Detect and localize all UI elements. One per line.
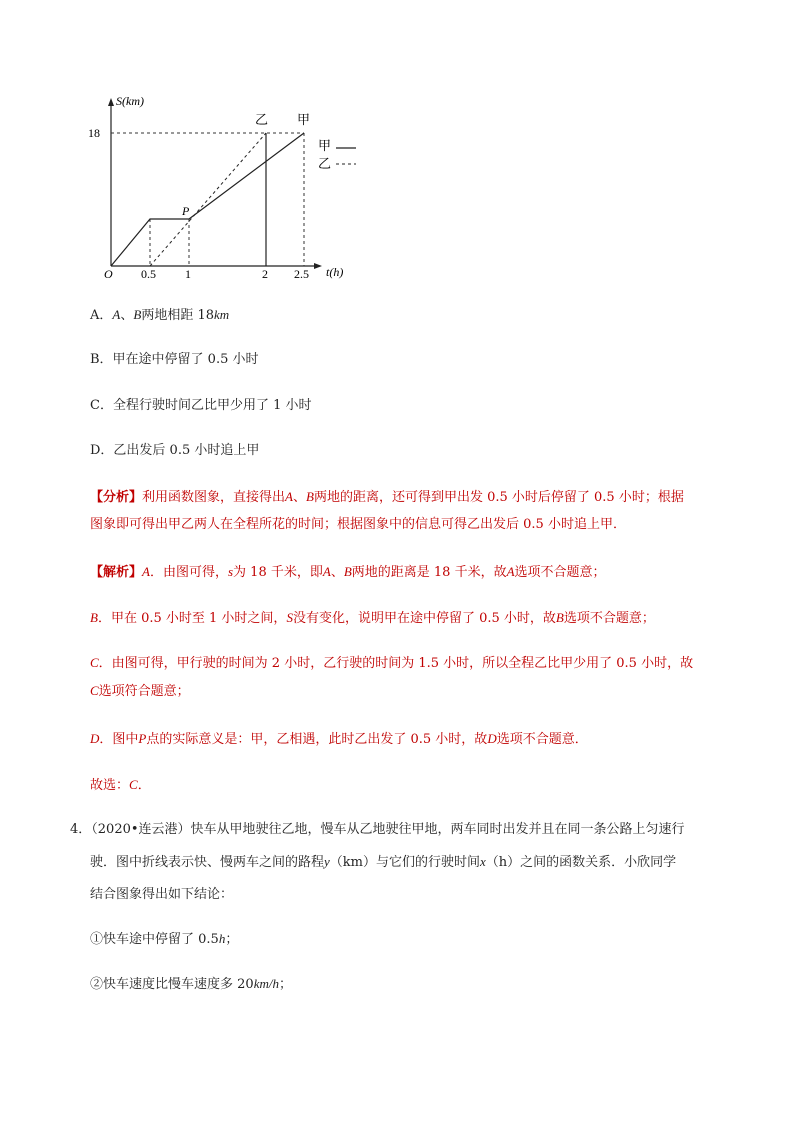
analysis-line-2: 图象即可得出甲乙两人在全程所花的时间；根据图象中的信息可得乙出发后 0.5 小时追上甲． — [90, 517, 626, 532]
legend-yi-label: 乙 — [318, 156, 332, 171]
jia-top-label: 甲 — [297, 112, 311, 127]
x-tick-25: 2.5 — [294, 267, 309, 281]
q4-line-1: 4．（2020•连云港）快车从甲地驶往乙地，慢车从乙地驶往甲地，两车同时出发并且在同一条公路上匀速行 — [70, 822, 685, 837]
q4-conclusion-2: ②快车速度比慢车速度多 20km/h； — [90, 976, 292, 992]
solution-answer: 故选：C． — [90, 777, 151, 793]
yi-line — [150, 133, 266, 266]
solution-c-line-2: C选项符合题意； — [90, 683, 190, 699]
option-a: A．A、B两地相距 18km — [90, 307, 230, 323]
x-tick-05: 0.5 — [141, 267, 156, 281]
y-axis-arrow — [108, 98, 114, 106]
analysis-line-1: 【分析】利用函数图象，直接得出A、B两地的距离，还可得到甲出发 0.5 小时后停留了 0.5 小时；根据 — [90, 489, 684, 505]
distance-time-graph — [0, 0, 794, 290]
solution-b: B．甲在 0.5 小时至 1 小时之间，S没有变化，说明甲在途中停留了 0.5 小时，故B选项不合题意； — [90, 610, 655, 626]
origin-label: O — [104, 267, 113, 281]
q4-conclusion-1: ①快车途中停留了 0.5h； — [90, 931, 239, 947]
q4-line-3: 结合图象得出如下结论： — [90, 887, 234, 902]
solution-d: D．图中P点的实际意义是：甲，乙相遇，此时乙出发了 0.5 小时，故D选项不合题意． — [90, 731, 588, 747]
option-c: C．全程行驶时间乙比甲少用了 1 小时 — [90, 398, 312, 413]
solution-c-line-1: C．由图可得，甲行驶的时间为 2 小时，乙行驶的时间为 1.5 小时，所以全程乙比甲少用了 0.5 小时，故 — [90, 655, 694, 671]
x-tick-1: 1 — [185, 267, 191, 281]
option-b: B．甲在途中停留了 0.5 小时 — [90, 352, 259, 367]
jia-line — [111, 133, 304, 266]
point-p-label: P — [182, 204, 190, 218]
yi-top-label: 乙 — [255, 112, 269, 127]
y-axis-label: S(km) — [116, 94, 144, 108]
x-axis-arrow — [314, 263, 322, 269]
solution-a: 【解析】A．由图可得，s为 18 千米，即A、B两地的距离是 18 千米，故A选项不合题意； — [90, 564, 606, 580]
q4-line-2: 驶．图中折线表示快、慢两车之间的路程y（km）与它们的行驶时间x（h）之间的函数关系．小欣同学 — [90, 854, 677, 870]
x-axis-label: t(h) — [326, 265, 344, 279]
x-tick-2: 2 — [262, 267, 268, 281]
option-d: D．乙出发后 0.5 小时追上甲 — [90, 443, 260, 458]
legend-jia-label: 甲 — [318, 138, 332, 153]
y-tick-18: 18 — [88, 126, 100, 140]
